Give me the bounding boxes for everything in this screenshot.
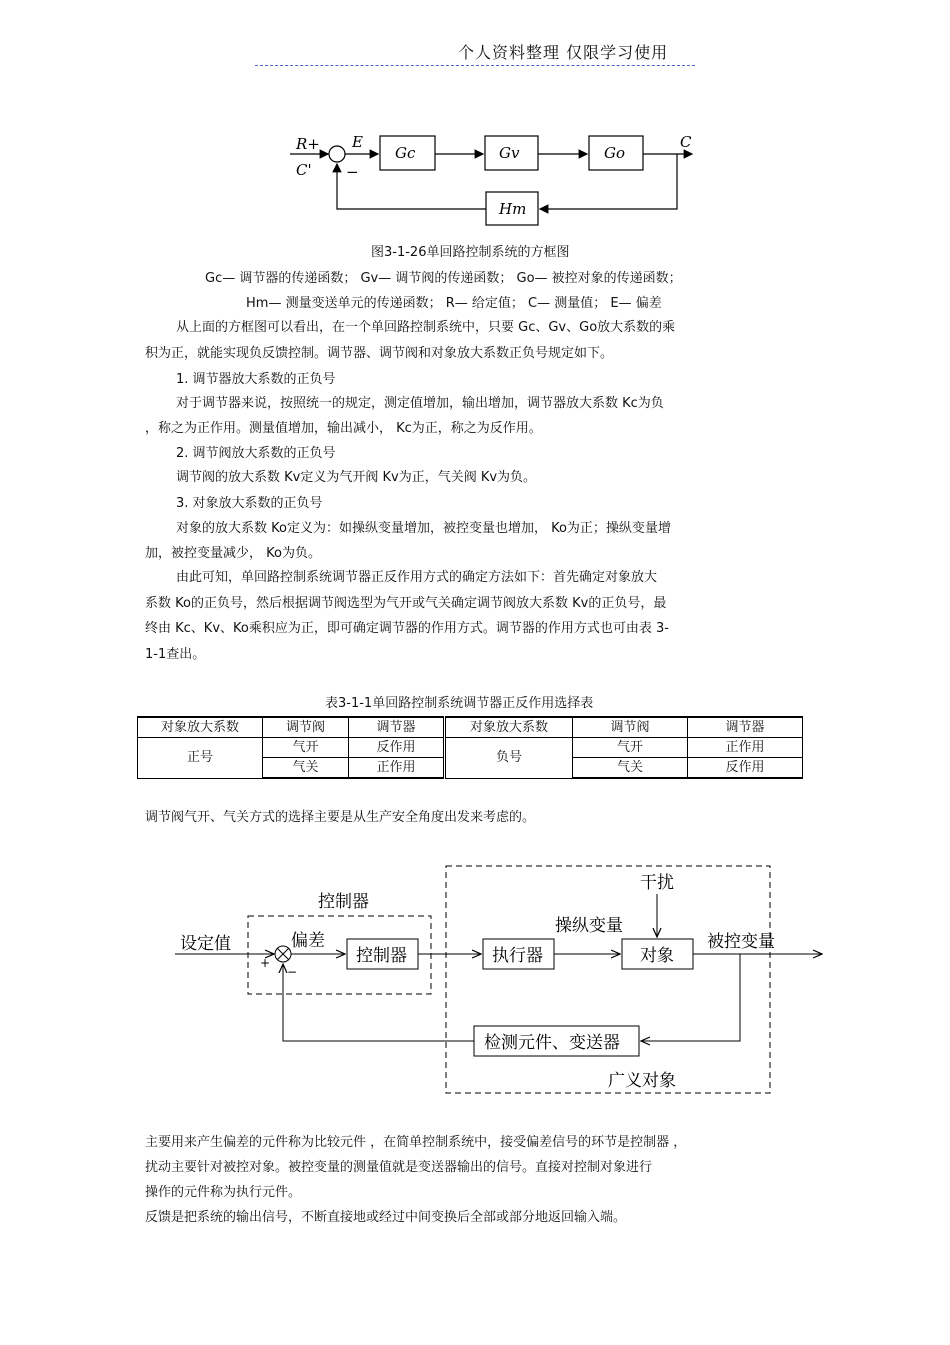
figure-caption: 图3-1-26单回路控制系统的方框图: [371, 245, 570, 260]
c-label: C: [680, 133, 692, 151]
controller-group-label: 控制器: [318, 892, 369, 912]
plus-sign: +: [260, 956, 271, 970]
section-1-heading: 1. 调节器放大系数的正负号: [176, 372, 336, 387]
section-2-text: 调节阀的放大系数 Kv定义为气开阀 Kv为正，气关阀 Kv为负。: [176, 470, 537, 485]
minus-sign-2: −: [287, 965, 298, 979]
actuator-label: 执行器: [492, 946, 543, 966]
gc-label: Gc: [395, 144, 416, 162]
e-label: E: [352, 133, 363, 151]
table-header-cell: 调节阀: [263, 717, 349, 738]
controller-block-label: 控制器: [356, 946, 407, 966]
header-divider: [255, 65, 695, 66]
table-header-row: [138, 717, 803, 738]
table-row: [138, 738, 803, 758]
deviation-label: 偏差: [291, 931, 325, 951]
table-group-positive: 正号: [138, 738, 263, 779]
c-prime-label: C': [296, 161, 312, 179]
paragraph-2d: 1-1查出。: [145, 647, 206, 662]
section-3-heading: 3. 对象放大系数的正负号: [176, 496, 323, 511]
object-label: 对象: [640, 946, 674, 966]
legend-line-1: Gc— 调节器的传递函数； Gv— 调节阀的传递函数； Go— 被控对象的传递函数；: [205, 271, 682, 286]
paragraph-2b: 系数 Ko的正负号，然后根据调节阀选型为气开或气关确定调节阀放大系数 Kv的正负号，最: [145, 596, 667, 611]
gv-label: Gv: [499, 144, 520, 162]
controlled-variable-label: 被控变量: [707, 932, 775, 952]
minus-sign: −: [346, 163, 359, 181]
selection-table: [137, 716, 803, 779]
summing-junction: [329, 146, 345, 162]
table-cell: 气开: [263, 738, 349, 758]
setpoint-label: 设定值: [180, 934, 231, 954]
section-2-heading: 2. 调节阀放大系数的正负号: [176, 446, 336, 461]
section-1-text-b: ，称之为正作用。测量值增加，输出减小， Kc为正，称之为反作用。: [145, 421, 542, 436]
block-diagram-1: [280, 125, 700, 230]
paragraph-3: 调节阀气开、气关方式的选择主要是从生产安全角度出发来考虑的。: [145, 810, 536, 825]
table-cell: 反作用: [349, 738, 445, 758]
table-header-cell: 调节器: [688, 717, 803, 738]
bottom-line-3: 操作的元件称为执行元件。: [145, 1185, 302, 1200]
bottom-line-4: 反馈是把系统的输出信号，不断直接地或经过中间变换后全部或部分地返回输入端。: [145, 1210, 627, 1225]
generalized-object-box: [446, 866, 770, 1093]
paragraph-2a: 由此可知，单回路控制系统调节器正反作用方式的确定方法如下：首先确定对象放大: [176, 570, 658, 585]
sensor-label: 检测元件、变送器: [484, 1033, 620, 1053]
table-cell: 反作用: [688, 758, 803, 779]
hm-label: Hm: [499, 200, 527, 218]
table-header-cell: 调节器: [349, 717, 445, 738]
page-header: 个人资料整理 仅限学习使用: [458, 43, 669, 62]
table-cell: 气开: [573, 738, 688, 758]
section-3-text-a: 对象的放大系数 Ko定义为：如操纵变量增加，被控变量也增加， Ko为正；操纵变量增: [176, 521, 671, 536]
r-plus-label: R+: [296, 135, 320, 153]
disturbance-label: 干扰: [640, 873, 674, 893]
table-caption: 表3-1-1单回路控制系统调节器正反作用选择表: [325, 696, 594, 711]
table-cell: 气关: [573, 758, 688, 779]
feedback-line-out-2: [641, 954, 740, 1041]
table-header-cell: 调节阀: [573, 717, 688, 738]
feedback-line-out: [540, 154, 677, 209]
feedback-line-in-2: [283, 964, 474, 1041]
table-cell: 正作用: [349, 758, 445, 779]
go-label: Go: [604, 144, 626, 162]
section-3-text-b: 加，被控变量减少， Ko为负。: [145, 546, 321, 561]
section-1-text-a: 对于调节器来说，按照统一的规定，测定值增加，输出增加，调节器放大系数 Kc为负: [176, 396, 664, 411]
paragraph-2c: 终由 Kc、Kv、Ko乘积应为正，即可确定调节器的作用方式。调节器的作用方式也可由表 3-: [145, 621, 669, 636]
table-cell: 正作用: [688, 738, 803, 758]
generalized-object-label: 广义对象: [608, 1071, 676, 1091]
paragraph-1a: 从上面的方框图可以看出，在一个单回路控制系统中，只要 Gc、Gv、Go放大系数的乘: [176, 320, 676, 335]
feedback-line-in: [337, 164, 486, 209]
manipulated-variable-label: 操纵变量: [555, 916, 623, 936]
table-cell: 气关: [263, 758, 349, 779]
table-header-cell: 对象放大系数: [445, 717, 573, 738]
table-group-negative: 负号: [445, 738, 573, 779]
bottom-line-1: 主要用来产生偏差的元件称为比较元件 ，在简单控制系统中，接受偏差信号的环节是控制器 ，: [145, 1135, 687, 1150]
legend-line-2: Hm— 测量变送单元的传递函数； R— 给定值； C— 测量值； E— 偏差: [246, 296, 662, 311]
paragraph-1b: 积为正，就能实现负反馈控制。调节器、调节阀和对象放大系数正负号规定如下。: [145, 346, 614, 361]
table-header-cell: 对象放大系数: [138, 717, 263, 738]
block-diagram-2: [170, 855, 830, 1105]
bottom-line-2: 扰动主要针对被控对象。被控变量的测量值就是变送器输出的信号。直接对控制对象进行: [145, 1160, 653, 1175]
